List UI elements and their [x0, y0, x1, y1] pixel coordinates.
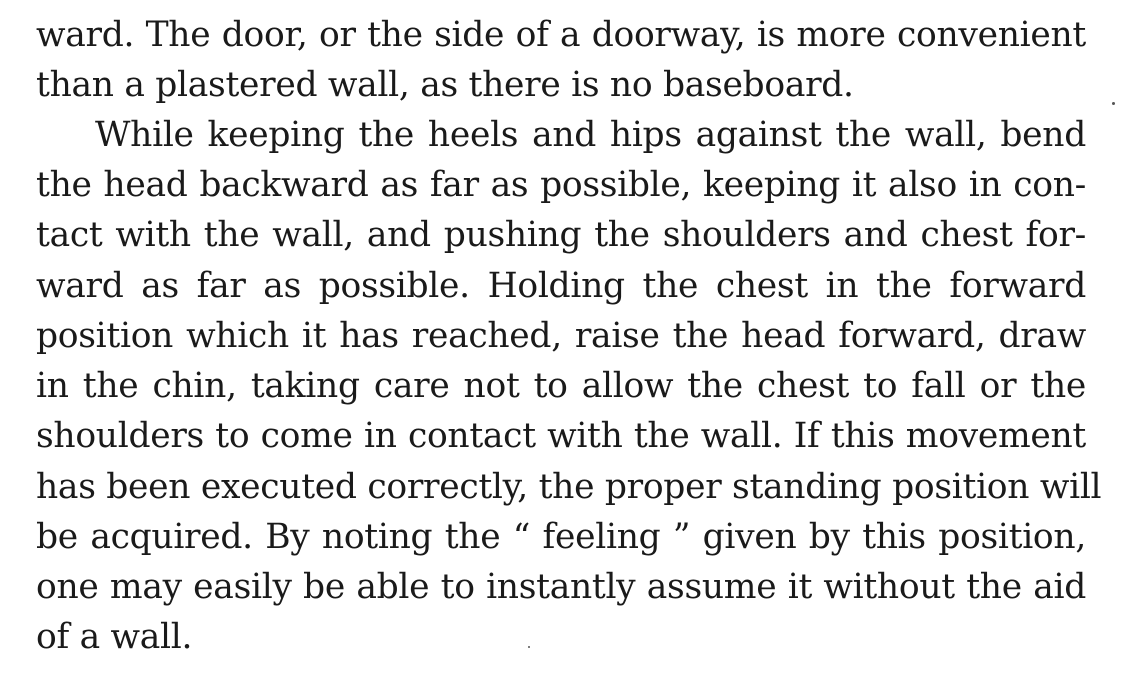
text-line-11: be acquired. By noting the “ feeling ” given by this position, — [36, 517, 1086, 557]
text-line-5: tact with the wall, and pushing the shoulders and chest for- — [36, 215, 1086, 255]
text-line-13: of a wall. — [36, 617, 193, 657]
text-line-1: ward. The door, or the side of a doorway, is more convenient — [36, 15, 1086, 55]
text-line-9: shoulders to come in contact with the wall. If this movement — [36, 416, 1086, 456]
text-line-10: has been executed correctly, the proper standing position will — [36, 467, 1102, 507]
ink-speck — [528, 646, 530, 648]
text-line-6: ward as far as possible. Holding the chest in the forward — [36, 266, 1086, 306]
text-line-7: position which it has reached, raise the head forward, draw — [36, 316, 1086, 356]
text-line-12: one may easily be able to instantly assume it without the aid — [36, 567, 1086, 607]
text-line-3: While keeping the heels and hips against the wall, bend — [95, 115, 1086, 155]
text-line-8: in the chin, taking care not to allow the chest to fall or the — [36, 366, 1086, 406]
ink-speck — [1112, 102, 1115, 105]
text-line-2: than a plastered wall, as there is no baseboard. — [36, 65, 854, 105]
text-line-4: the head backward as far as possible, keeping it also in con- — [36, 165, 1086, 205]
